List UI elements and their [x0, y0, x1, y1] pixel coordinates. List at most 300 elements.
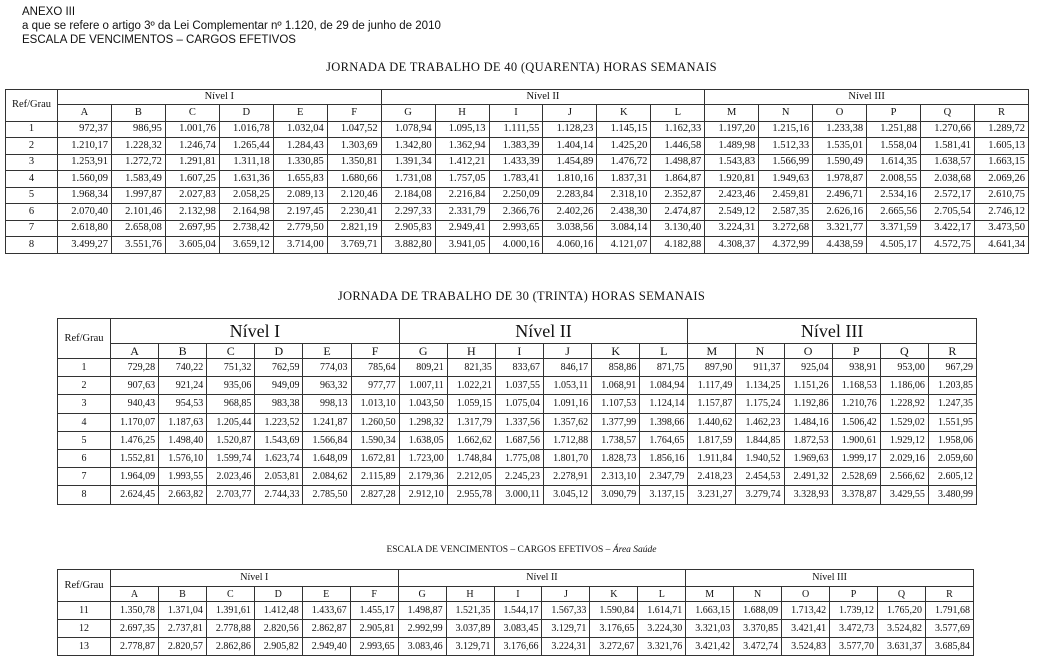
- salary-cell: 3.605,04: [165, 237, 219, 254]
- salary-cell: 2.549,12: [705, 204, 759, 221]
- salary-cell: 1.284,43: [273, 138, 327, 155]
- ref-cell: 8: [6, 237, 58, 254]
- ref-cell: 5: [6, 187, 58, 204]
- salary-cell: 3.321,76: [638, 638, 686, 656]
- salary-cell: 1.476,72: [597, 154, 651, 171]
- salary-cell: 2.949,40: [302, 638, 350, 656]
- salary-cell: 1.412,48: [254, 602, 302, 620]
- salary-cell: 2.610,75: [974, 187, 1028, 204]
- salary-cell: 1.317,79: [447, 413, 495, 431]
- level-header: Nível I: [58, 90, 382, 105]
- health-area-title-italic: Área Saúde: [612, 545, 657, 555]
- salary-cell: 1.484,16: [784, 413, 832, 431]
- salary-cell: 1.590,49: [813, 154, 867, 171]
- salary-cell: 1.476,25: [111, 431, 159, 449]
- table-row: [6, 121, 1029, 138]
- salary-cell: 1.462,23: [736, 413, 784, 431]
- salary-cell: 1.929,12: [880, 431, 928, 449]
- ref-cell: 6: [6, 204, 58, 221]
- salary-cell: 1.068,91: [592, 377, 640, 395]
- salary-cell: 1.498,87: [651, 154, 705, 171]
- table-row: [6, 171, 1029, 188]
- salary-cell: 1.303,69: [327, 138, 381, 155]
- salary-cell: 1.412,21: [435, 154, 489, 171]
- salary-cell: 1.864,87: [651, 171, 705, 188]
- salary-cell: 1.425,20: [597, 138, 651, 155]
- salary-cell: 3.378,87: [832, 486, 880, 504]
- table-row: [58, 449, 977, 467]
- salary-cell: 2.827,28: [351, 486, 399, 504]
- column-header: R: [928, 344, 976, 359]
- salary-cell: 1.817,59: [688, 431, 736, 449]
- salary-cell: 1.337,56: [495, 413, 543, 431]
- table-row: [58, 359, 977, 377]
- salary-cell: 2.697,35: [111, 620, 159, 638]
- salary-cell: 1.688,09: [734, 602, 782, 620]
- salary-cell: 740,22: [159, 359, 207, 377]
- ref-cell: 8: [58, 486, 111, 504]
- salary-cell: 998,13: [303, 395, 351, 413]
- salary-cell: 1.856,16: [640, 449, 688, 467]
- salary-cell: 1.350,81: [327, 154, 381, 171]
- salary-cell: 1.543,83: [705, 154, 759, 171]
- salary-cell: 972,37: [58, 121, 112, 138]
- salary-cell: 1.095,13: [435, 121, 489, 138]
- salary-cell: 2.779,50: [273, 220, 327, 237]
- table-row: [58, 395, 977, 413]
- salary-cell: 3.000,11: [495, 486, 543, 504]
- salary-cell: 1.013,10: [351, 395, 399, 413]
- salary-cell: 2.697,95: [165, 220, 219, 237]
- table-row: [58, 468, 977, 486]
- salary-cell: 2.053,81: [255, 468, 303, 486]
- salary-cell: 921,24: [159, 377, 207, 395]
- salary-cell: 1.151,26: [784, 377, 832, 395]
- salary-cell: 3.524,83: [782, 638, 830, 656]
- salary-cell: 1.037,55: [495, 377, 543, 395]
- salary-cell: 2.230,41: [327, 204, 381, 221]
- salary-cell: 3.038,56: [543, 220, 597, 237]
- salary-cell: 3.130,40: [651, 220, 705, 237]
- salary-cell: 1.371,04: [158, 602, 206, 620]
- salary-cell: 3.176,65: [590, 620, 638, 638]
- salary-cell: 3.429,55: [880, 486, 928, 504]
- table-row: [58, 638, 974, 656]
- salary-cell: 2.993,65: [350, 638, 398, 656]
- salary-cell: 2.347,79: [640, 468, 688, 486]
- ref-cell: 7: [58, 468, 111, 486]
- salary-cell: 2.027,83: [165, 187, 219, 204]
- column-header: I: [494, 587, 542, 602]
- salary-cell: 2.703,77: [207, 486, 255, 504]
- salary-cell: 1.247,35: [928, 395, 976, 413]
- salary-table-health: [57, 569, 974, 656]
- salary-cell: 1.251,88: [867, 121, 921, 138]
- salary-cell: 963,32: [303, 377, 351, 395]
- salary-cell: 1.498,40: [159, 431, 207, 449]
- salary-cell: 1.007,11: [399, 377, 447, 395]
- salary-cell: 954,53: [159, 395, 207, 413]
- salary-cell: 967,29: [928, 359, 976, 377]
- salary-cell: 1.738,57: [592, 431, 640, 449]
- salary-cell: 1.560,09: [58, 171, 112, 188]
- salary-cell: 2.179,36: [399, 468, 447, 486]
- salary-cell: 1.228,92: [880, 395, 928, 413]
- column-header: C: [207, 344, 255, 359]
- salary-cell: 2.626,16: [813, 204, 867, 221]
- salary-cell: 911,37: [736, 359, 784, 377]
- column-header: N: [759, 105, 813, 122]
- ref-cell: 1: [58, 359, 111, 377]
- salary-cell: 1.446,58: [651, 138, 705, 155]
- salary-cell: 2.820,56: [254, 620, 302, 638]
- salary-cell: 1.997,87: [111, 187, 165, 204]
- salary-cell: 2.778,88: [206, 620, 254, 638]
- salary-cell: 1.398,66: [640, 413, 688, 431]
- salary-cell: 1.581,41: [921, 138, 975, 155]
- salary-cell: 1.900,61: [832, 431, 880, 449]
- salary-cell: 1.059,15: [447, 395, 495, 413]
- salary-cell: 1.128,23: [543, 121, 597, 138]
- salary-cell: 1.043,50: [399, 395, 447, 413]
- salary-cell: 1.404,14: [543, 138, 597, 155]
- salary-cell: 4.572,75: [921, 237, 975, 254]
- salary-cell: 3.272,68: [759, 220, 813, 237]
- salary-cell: 3.129,71: [542, 620, 590, 638]
- salary-cell: 2.746,12: [974, 204, 1028, 221]
- salary-cell: 3.941,05: [435, 237, 489, 254]
- salary-cell: 2.496,71: [813, 187, 867, 204]
- column-header: E: [273, 105, 327, 122]
- salary-cell: 833,67: [495, 359, 543, 377]
- salary-cell: 986,95: [111, 121, 165, 138]
- salary-cell: 2.905,83: [381, 220, 435, 237]
- salary-cell: 3.882,80: [381, 237, 435, 254]
- salary-cell: 968,85: [207, 395, 255, 413]
- salary-cell: 3.129,71: [446, 638, 494, 656]
- salary-cell: 1.964,09: [111, 468, 159, 486]
- salary-cell: 1.498,87: [398, 602, 446, 620]
- column-header: L: [638, 587, 686, 602]
- level-header: Nível I: [111, 570, 399, 587]
- salary-cell: 1.712,88: [543, 431, 591, 449]
- salary-cell: 2.665,56: [867, 204, 921, 221]
- salary-cell: 1.576,10: [159, 449, 207, 467]
- salary-cell: 940,43: [111, 395, 159, 413]
- salary-cell: 1.506,42: [832, 413, 880, 431]
- salary-cell: 2.008,55: [867, 171, 921, 188]
- salary-cell: 1.162,33: [651, 121, 705, 138]
- ref-cell: 4: [6, 171, 58, 188]
- salary-cell: 1.739,12: [830, 602, 878, 620]
- salary-cell: 3.421,42: [686, 638, 734, 656]
- salary-cell: 4.060,16: [543, 237, 597, 254]
- column-header: G: [399, 344, 447, 359]
- salary-cell: 2.038,68: [921, 171, 975, 188]
- salary-cell: 871,75: [640, 359, 688, 377]
- salary-cell: 3.472,73: [830, 620, 878, 638]
- salary-cell: 3.769,71: [327, 237, 381, 254]
- salary-cell: 2.572,17: [921, 187, 975, 204]
- salary-cell: 3.224,31: [705, 220, 759, 237]
- salary-cell: 4.121,07: [597, 237, 651, 254]
- column-header: P: [867, 105, 921, 122]
- salary-cell: 1.440,62: [688, 413, 736, 431]
- salary-cell: 4.372,99: [759, 237, 813, 254]
- salary-cell: 809,21: [399, 359, 447, 377]
- column-header: F: [351, 344, 399, 359]
- salary-cell: 1.968,34: [58, 187, 112, 204]
- table-row: [58, 620, 974, 638]
- salary-cell: 2.949,41: [435, 220, 489, 237]
- salary-cell: 3.328,93: [784, 486, 832, 504]
- column-header: M: [688, 344, 736, 359]
- salary-cell: 1.687,56: [495, 431, 543, 449]
- salary-cell: 1.134,25: [736, 377, 784, 395]
- salary-cell: 3.231,27: [688, 486, 736, 504]
- salary-cell: 2.366,76: [489, 204, 543, 221]
- salary-cell: 3.224,30: [638, 620, 686, 638]
- salary-cell: 3.473,50: [974, 220, 1028, 237]
- salary-cell: 2.705,54: [921, 204, 975, 221]
- salary-cell: 2.212,05: [447, 468, 495, 486]
- ref-cell: 6: [58, 449, 111, 467]
- salary-cell: 1.810,16: [543, 171, 597, 188]
- column-header: P: [830, 587, 878, 602]
- salary-cell: 1.940,52: [736, 449, 784, 467]
- column-header: I: [495, 344, 543, 359]
- column-header: D: [219, 105, 273, 122]
- salary-cell: 1.521,35: [446, 602, 494, 620]
- salary-cell: 1.032,04: [273, 121, 327, 138]
- salary-cell: 3.321,03: [686, 620, 734, 638]
- column-header: Q: [878, 587, 926, 602]
- column-header: J: [543, 105, 597, 122]
- column-header: C: [165, 105, 219, 122]
- salary-cell: 1.544,17: [494, 602, 542, 620]
- salary-cell: 1.969,63: [784, 449, 832, 467]
- column-header: H: [435, 105, 489, 122]
- salary-cell: 3.631,37: [878, 638, 926, 656]
- salary-cell: 2.912,10: [399, 486, 447, 504]
- salary-cell: 2.737,81: [158, 620, 206, 638]
- salary-cell: 1.566,99: [759, 154, 813, 171]
- salary-cell: 1.117,49: [688, 377, 736, 395]
- salary-cell: 1.489,98: [705, 138, 759, 155]
- table-row: [6, 138, 1029, 155]
- salary-cell: 1.566,84: [303, 431, 351, 449]
- column-header: L: [651, 105, 705, 122]
- salary-cell: 1.614,71: [638, 602, 686, 620]
- column-header: J: [543, 344, 591, 359]
- salary-cell: 907,63: [111, 377, 159, 395]
- salary-cell: 3.577,70: [830, 638, 878, 656]
- salary-cell: 925,04: [784, 359, 832, 377]
- salary-cell: 1.911,84: [688, 449, 736, 467]
- salary-cell: 2.491,32: [784, 468, 832, 486]
- column-header: J: [542, 587, 590, 602]
- salary-cell: 1.543,69: [255, 431, 303, 449]
- salary-cell: 3.685,84: [925, 638, 973, 656]
- salary-cell: 1.757,05: [435, 171, 489, 188]
- salary-cell: 3.422,17: [921, 220, 975, 237]
- salary-cell: 1.765,20: [878, 602, 926, 620]
- salary-cell: 1.091,16: [543, 395, 591, 413]
- salary-cell: 1.253,91: [58, 154, 112, 171]
- salary-cell: 2.115,89: [351, 468, 399, 486]
- salary-cell: 1.175,24: [736, 395, 784, 413]
- salary-cell: 1.520,87: [207, 431, 255, 449]
- column-header: F: [327, 105, 381, 122]
- salary-cell: 2.993,65: [489, 220, 543, 237]
- column-header: M: [705, 105, 759, 122]
- salary-cell: 1.272,72: [111, 154, 165, 171]
- column-header: N: [736, 344, 784, 359]
- salary-cell: 1.075,04: [495, 395, 543, 413]
- salary-cell: 2.454,53: [736, 468, 784, 486]
- salary-cell: 1.455,17: [350, 602, 398, 620]
- column-header: D: [254, 587, 302, 602]
- column-header: O: [782, 587, 830, 602]
- salary-cell: 1.205,44: [207, 413, 255, 431]
- column-header: Q: [880, 344, 928, 359]
- salary-cell: 1.298,32: [399, 413, 447, 431]
- salary-cell: 1.210,17: [58, 138, 112, 155]
- salary-cell: 1.084,94: [640, 377, 688, 395]
- salary-cell: 3.083,45: [494, 620, 542, 638]
- salary-cell: 1.590,84: [590, 602, 638, 620]
- salary-cell: 1.192,86: [784, 395, 832, 413]
- salary-cell: 774,03: [303, 359, 351, 377]
- salary-cell: 897,90: [688, 359, 736, 377]
- table-row: [58, 602, 974, 620]
- salary-cell: 1.607,25: [165, 171, 219, 188]
- salary-cell: 785,64: [351, 359, 399, 377]
- salary-cell: 2.438,30: [597, 204, 651, 221]
- ref-cell: 7: [6, 220, 58, 237]
- salary-cell: 1.775,08: [495, 449, 543, 467]
- column-header: K: [590, 587, 638, 602]
- salary-cell: 2.069,26: [974, 171, 1028, 188]
- salary-cell: 2.283,84: [543, 187, 597, 204]
- column-header: C: [206, 587, 254, 602]
- salary-cell: 1.978,87: [813, 171, 867, 188]
- column-header: E: [302, 587, 350, 602]
- salary-cell: 1.016,78: [219, 121, 273, 138]
- table-row: [6, 220, 1029, 237]
- salary-cell: 2.245,23: [495, 468, 543, 486]
- salary-cell: 1.260,50: [351, 413, 399, 431]
- salary-cell: 1.210,76: [832, 395, 880, 413]
- salary-cell: 3.577,69: [925, 620, 973, 638]
- salary-table-40h: [5, 89, 1029, 254]
- salary-cell: 1.731,08: [381, 171, 435, 188]
- salary-cell: 2.084,62: [303, 468, 351, 486]
- column-header: Q: [921, 105, 975, 122]
- column-header: H: [446, 587, 494, 602]
- level-header: Nível I: [111, 319, 400, 344]
- salary-cell: 1.680,66: [327, 171, 381, 188]
- salary-cell: 1.145,15: [597, 121, 651, 138]
- table40-title: JORNADA DE TRABALHO DE 40 (QUARENTA) HORAS SEMANAIS: [326, 60, 717, 74]
- salary-cell: 4.438,59: [813, 237, 867, 254]
- table-row: [6, 154, 1029, 171]
- column-header: B: [111, 105, 165, 122]
- salary-cell: 2.618,80: [58, 220, 112, 237]
- salary-cell: 3.714,00: [273, 237, 327, 254]
- salary-cell: 1.246,74: [165, 138, 219, 155]
- salary-cell: 1.844,85: [736, 431, 784, 449]
- salary-cell: 3.037,89: [446, 620, 494, 638]
- level-header: Nível II: [381, 90, 705, 105]
- salary-cell: 1.107,53: [592, 395, 640, 413]
- salary-cell: 729,28: [111, 359, 159, 377]
- salary-cell: 2.663,82: [159, 486, 207, 504]
- salary-cell: 953,00: [880, 359, 928, 377]
- salary-cell: 1.433,67: [302, 602, 350, 620]
- salary-cell: 4.000,16: [489, 237, 543, 254]
- salary-cell: 949,09: [255, 377, 303, 395]
- salary-cell: 3.224,31: [542, 638, 590, 656]
- ref-cell: 3: [6, 154, 58, 171]
- salary-cell: 3.176,66: [494, 638, 542, 656]
- salary-cell: 4.182,88: [651, 237, 705, 254]
- annex-title: ANEXO III: [22, 6, 76, 18]
- salary-cell: 846,17: [543, 359, 591, 377]
- ref-cell: 1: [6, 121, 58, 138]
- salary-cell: 1.391,34: [381, 154, 435, 171]
- salary-cell: 2.534,16: [867, 187, 921, 204]
- salary-cell: 2.318,10: [597, 187, 651, 204]
- salary-cell: 1.270,66: [921, 121, 975, 138]
- salary-cell: 2.587,35: [759, 204, 813, 221]
- salary-cell: 3.480,99: [928, 486, 976, 504]
- salary-cell: 1.648,09: [303, 449, 351, 467]
- salary-cell: 1.529,02: [880, 413, 928, 431]
- salary-cell: 3.524,82: [878, 620, 926, 638]
- salary-cell: 1.350,78: [111, 602, 159, 620]
- salary-cell: 3.279,74: [736, 486, 784, 504]
- salary-cell: 3.137,15: [640, 486, 688, 504]
- column-header: O: [813, 105, 867, 122]
- salary-cell: 1.590,34: [351, 431, 399, 449]
- salary-cell: 2.566,62: [880, 468, 928, 486]
- salary-cell: 1.187,63: [159, 413, 207, 431]
- salary-cell: 2.658,08: [111, 220, 165, 237]
- salary-cell: 2.184,08: [381, 187, 435, 204]
- column-header: E: [303, 344, 351, 359]
- salary-cell: 1.623,74: [255, 449, 303, 467]
- salary-cell: 2.905,82: [254, 638, 302, 656]
- ref-cell: 12: [58, 620, 111, 638]
- salary-cell: 2.862,86: [206, 638, 254, 656]
- health-area-title: [0, 545, 1043, 555]
- salary-cell: 2.785,50: [303, 486, 351, 504]
- salary-cell: 4.641,34: [974, 237, 1028, 254]
- salary-cell: 1.949,63: [759, 171, 813, 188]
- salary-cell: 2.029,16: [880, 449, 928, 467]
- salary-cell: 1.764,65: [640, 431, 688, 449]
- salary-cell: 2.605,12: [928, 468, 976, 486]
- salary-cell: 1.383,39: [489, 138, 543, 155]
- salary-cell: 1.377,99: [592, 413, 640, 431]
- ref-cell: 13: [58, 638, 111, 656]
- table-row: [58, 413, 977, 431]
- salary-cell: 2.297,33: [381, 204, 435, 221]
- column-header: A: [111, 587, 159, 602]
- salary-cell: 3.083,46: [398, 638, 446, 656]
- table-row: [6, 187, 1029, 204]
